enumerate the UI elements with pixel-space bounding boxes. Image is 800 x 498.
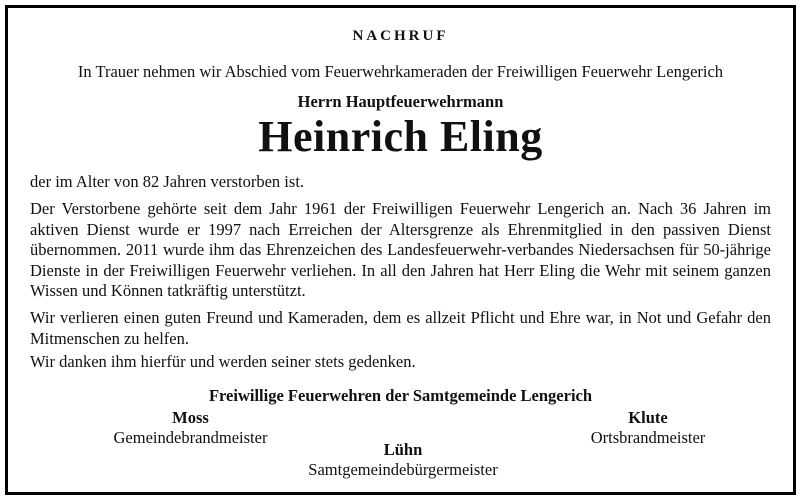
obituary-notice [5,5,796,495]
intro-line: In Trauer nehmen wir Abschied vom Feuerwehrkameraden der Freiwilligen Feuerwehr Lengerich [77,62,724,81]
signatory-role: Samtgemeindebürgermeister [308,460,498,479]
age-line: der im Alter von 82 Jahren verstorben ist. [30,172,305,191]
signatory-name: Klute [628,408,668,427]
thanks-paragraph: Wir danken ihm hierfür und werden seiner stets gedenken. [30,352,416,371]
signatory-left [98,408,283,448]
deceased-rank: Herrn Hauptfeuerwehrmann [297,92,504,111]
deceased-name: Heinrich Eling [258,112,543,161]
signatory-role: Ortsbrandmeister [590,428,706,447]
organization-name: Freiwillige Feuerwehren der Samtgemeinde Lengerich [208,386,593,405]
signatory-name: Moss [172,408,209,427]
signatory-right [573,408,723,448]
notice-heading: NACHRUF [352,28,449,44]
biography-paragraph: Der Verstorbene gehörte seit dem Jahr 1961 der Freiwilligen Feuerwehr Lengerich an. Nach 36 Jahren im aktiven Dienst wurde er 1997 nach Erreichen der Altersgrenze als Ehrenmitglied in den passiven Dienst übernommen. 2011 wurde ihm das Ehrenzeichen des Landesfeuerwehr-verbandes Niedersachsen für 50-jährige Dienste in der Freiwilligen Feuerwehr verliehen. In all den Jahren hat Herr Eling die Wehr mit seinem ganzen Wissen und Können tatkräftig unterstützt. [30,199,771,300]
signatory-role: Gemeindebrandmeister [113,428,268,447]
signatory-middle [293,440,513,480]
tribute-paragraph: Wir verlieren einen guten Freund und Kameraden, dem es allzeit Pflicht und Ehre war, in Not und Gefahr den Mitmenschen zu helfen. [30,308,771,348]
signatory-name: Lühn [383,440,423,459]
